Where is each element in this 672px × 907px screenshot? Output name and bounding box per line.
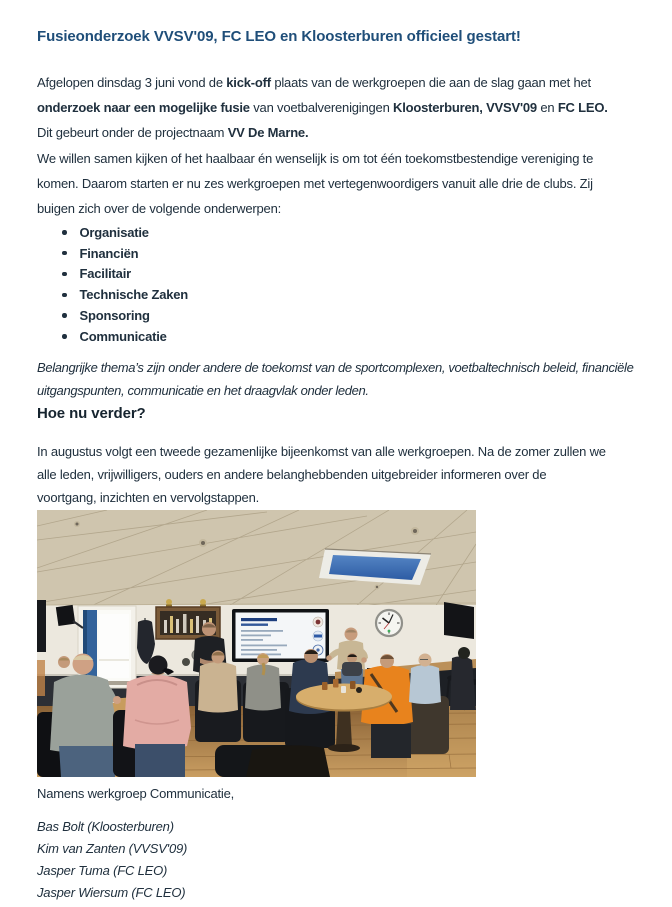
- topic-label: Technische Zaken: [79, 287, 189, 303]
- topic-label: Communicatie: [79, 328, 167, 344]
- signatory: Bas Bolt (Kloosterburen): [37, 818, 174, 834]
- closing-line: Namens werkgroep Communicatie,: [37, 785, 235, 801]
- topic-item: [62, 264, 637, 285]
- topic-label: Facilitair: [79, 266, 131, 282]
- bullet-icon: [62, 334, 67, 339]
- themes-note: Belangrijke thema’s zijn onder andere de toekomst van de sportcomplexen, voetbaltechnisch beleid, financiële uitgangspunten, communicatie en het draagvlak onder leden.: [37, 359, 634, 399]
- signatures: [37, 816, 637, 904]
- topic-item: [62, 305, 637, 326]
- signatory: Kim van Zanten (VVSV'09): [37, 840, 188, 856]
- wall-clock: [376, 610, 402, 636]
- topic-item: [62, 284, 637, 305]
- bullet-icon: [62, 251, 67, 256]
- topic-label: Sponsoring: [79, 308, 150, 324]
- signatory: Jasper Wiersum (FC LEO): [37, 884, 186, 900]
- article-body: [37, 28, 637, 904]
- wall-panel: [37, 600, 46, 652]
- topic-label: Organisatie: [79, 224, 149, 240]
- meeting-photo: [37, 510, 476, 777]
- topic-item: [62, 326, 637, 347]
- subheading: Hoe nu verder?: [37, 404, 146, 422]
- bullet-icon: [62, 230, 67, 235]
- topic-item: [62, 222, 637, 243]
- bullet-icon: [62, 272, 67, 277]
- club-logos: [313, 617, 323, 655]
- bullet-icon: [62, 313, 67, 318]
- bullet-icon: [62, 293, 67, 298]
- paragraph-werkgroepen: We willen samen kijken of het haalbaar én wenselijk is om tot één toekomstbestendige vereniging te komen. Daarom starten er nu zes werkgroepen met vertegenwoordigers vanuit alle drie de clubs. Zij buigen zich over de volgende onderwerpen:: [37, 151, 594, 216]
- foreground-chairs: [215, 745, 330, 777]
- article-title: Fusieonderzoek VVSV'09, FC LEO en Kloosterburen officieel gestart!: [37, 28, 521, 45]
- speaker-right: [444, 602, 474, 639]
- topic-item: [62, 243, 637, 264]
- paragraph-intro: Afgelopen dinsdag 3 juni vond de kick-off plaats van de werkgroepen die aan de slag gaan met het onderzoek naar een mogelijke fusie van voetbalverenigingen Kloosterburen, VVSV'09 en FC LEO. Dit gebeurt onder de projectnaam VV De Marne.: [37, 75, 608, 140]
- topics-list: [37, 222, 637, 347]
- signatory: Jasper Tuma (FC LEO): [37, 862, 168, 878]
- paragraph-vervolg: In augustus volgt een tweede gezamenlijke bijeenkomst van alle werkgroepen. Na de zomer zullen we alle leden, vrijwilligers, ouders en andere belanghebbenden uitgebreider informeren over de voortgang, inzichten en vervolgstappen.: [37, 443, 606, 505]
- topic-label: Financiën: [79, 245, 139, 261]
